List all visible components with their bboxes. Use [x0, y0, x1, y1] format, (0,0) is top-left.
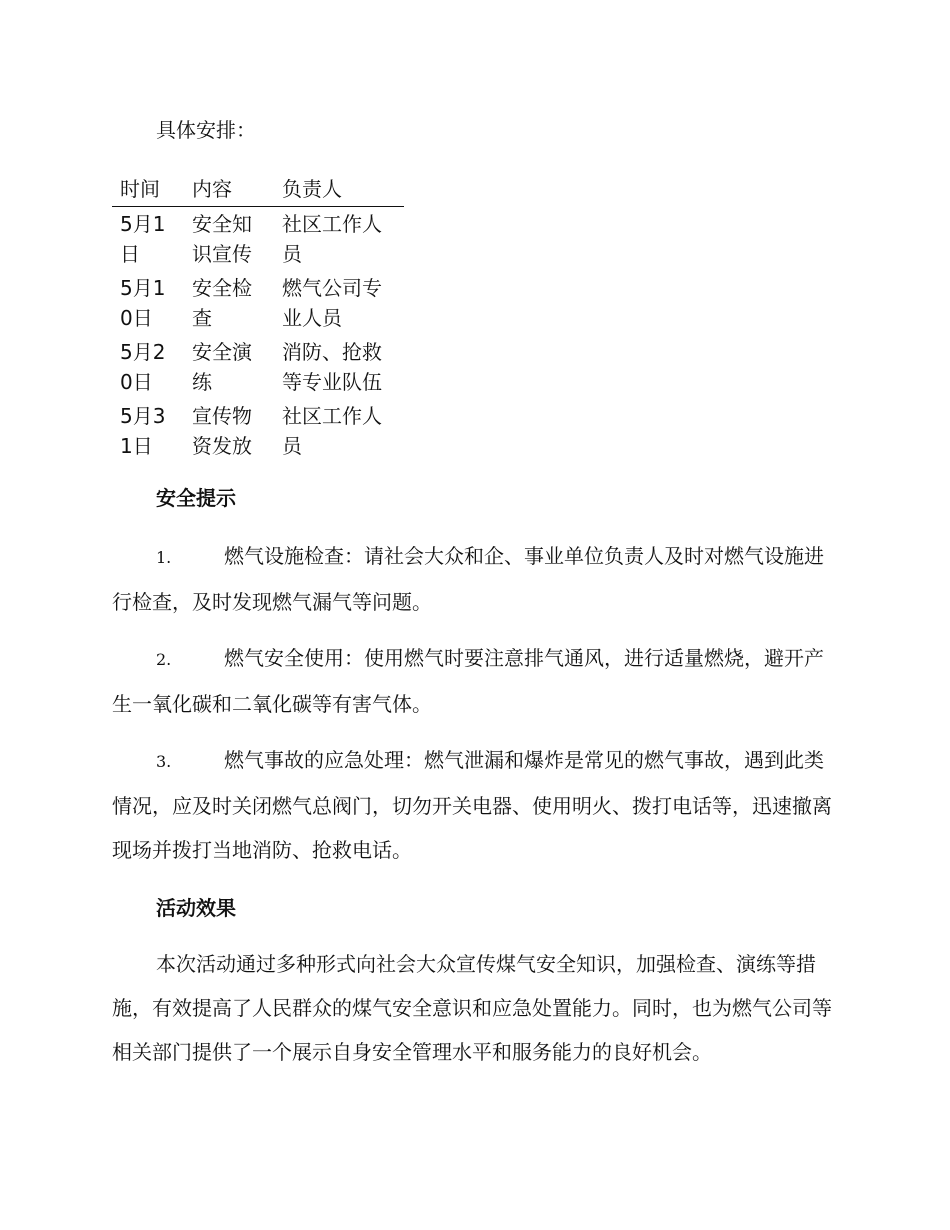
safety-tip-item: [112, 738, 834, 872]
effect-paragraph: 本次活动通过多种形式向社会大众宣传煤气安全知识，加强检查、演练等措施，有效提高了人民群众的煤气安全意识和应急处置能力。同时，也为燃气公司等相关部门提供了一个展示自身安全管理水平和服务能力的良好机会。: [112, 952, 832, 1064]
safety-tip-item: [112, 534, 834, 624]
cell-owner: 消防、抢救等专业队伍: [282, 340, 382, 394]
table-row: [112, 207, 404, 272]
cell-time: 5月20日: [120, 340, 166, 394]
table-row: [112, 271, 404, 335]
tip-text: 燃气安全使用：使用燃气时要注意排气通风，进行适量燃烧，避开产生一氧化碳和二氧化碳等有害气体。: [112, 646, 824, 716]
header-time: 时间: [112, 172, 184, 207]
table-header-row: [112, 172, 404, 207]
cell-owner: 燃气公司专业人员: [282, 276, 382, 330]
safety-tips-heading: 安全提示: [156, 486, 236, 510]
intro-label: 具体安排：: [156, 118, 256, 142]
cell-owner: 社区工作人员: [282, 212, 382, 266]
safety-tip-item: [112, 636, 834, 726]
tip-number: 1.: [156, 548, 172, 567]
table-row: [112, 335, 404, 399]
effect-heading: 活动效果: [156, 896, 236, 920]
table-row: [112, 399, 404, 463]
tip-number: 3.: [156, 752, 172, 771]
cell-content: 安全演练: [192, 340, 252, 394]
schedule-table: [112, 172, 404, 463]
header-content: 内容: [184, 172, 274, 207]
cell-content: 宣传物资发放: [192, 404, 252, 458]
cell-owner: 社区工作人员: [282, 404, 382, 458]
cell-content: 安全检查: [192, 276, 252, 330]
tip-text: 燃气事故的应急处理：燃气泄漏和爆炸是常见的燃气事故，遇到此类情况，应及时关闭燃气总阀门，切勿开关电器、使用明火、拨打电话等，迅速撤离现场并拨打当地消防、抢救电话。: [112, 748, 832, 862]
tip-number: 2.: [156, 650, 172, 669]
cell-time: 5月31日: [120, 404, 166, 458]
cell-content: 安全知识宣传: [192, 212, 252, 266]
tip-text: 燃气设施检查：请社会大众和企、事业单位负责人及时对燃气设施进行检查，及时发现燃气漏气等问题。: [112, 544, 824, 614]
cell-time: 5月1日: [120, 212, 166, 266]
header-owner: 负责人: [274, 172, 404, 207]
cell-time: 5月10日: [120, 276, 166, 330]
